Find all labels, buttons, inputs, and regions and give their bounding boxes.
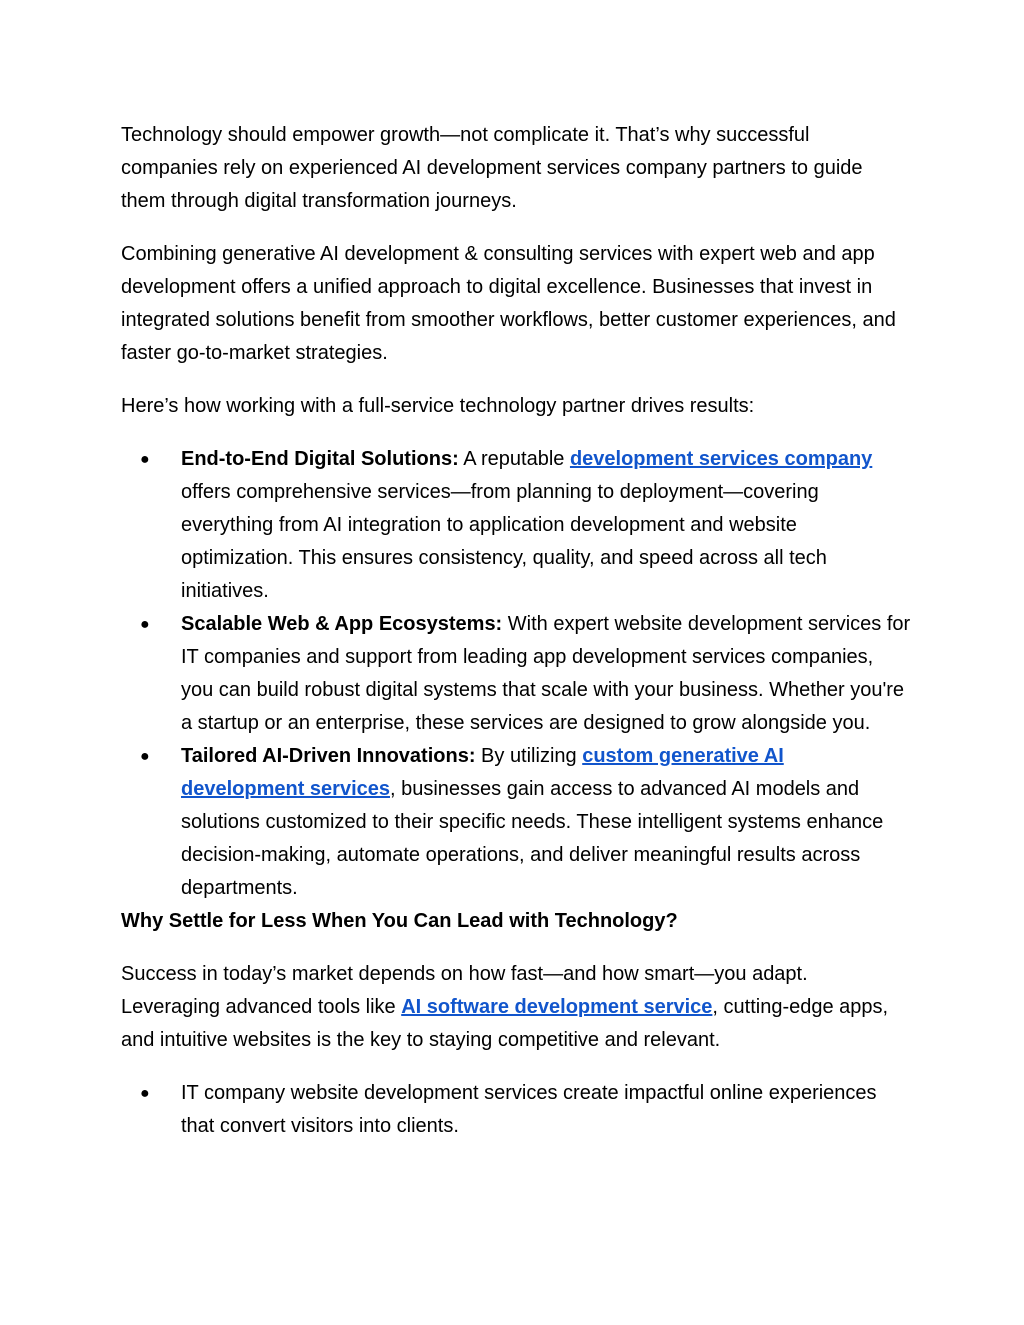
list-item	[121, 1077, 911, 1143]
bullet-icon: ●	[140, 451, 150, 468]
bullet-icon: ●	[140, 1085, 150, 1102]
list-item-title: Scalable Web & App Ecosystems:	[181, 613, 503, 635]
services-list	[121, 1077, 911, 1143]
list-item-text: offers comprehensive services—from planning to deployment—covering everything from AI integration to application development and website optimization. This ensures consistency, quality, and speed across all tech initiatives.	[181, 481, 827, 602]
list-item-text: With expert website development services for IT companies and support from leading app development services companies, you can build robust digital systems that scale with your business. Whether you're a startup or an enterprise, these services are designed to grow alongside you.	[181, 613, 911, 734]
custom-generative-ai-link[interactable]: custom generative AI development services	[181, 745, 784, 800]
list-item	[121, 740, 911, 905]
list-item-text: IT company website development services create impactful online experiences that convert visitors into clients.	[181, 1082, 877, 1137]
intro-paragraph: Technology should empower growth—not complicate it. That’s why successful companies rely on experienced AI development services company partners to guide them through digital transformation journeys.	[121, 124, 863, 212]
list-item-text: A reputable	[458, 448, 570, 470]
section-heading: Why Settle for Less When You Can Lead with Technology?	[121, 910, 678, 932]
success-paragraph	[121, 958, 911, 1057]
bullet-icon: ●	[140, 616, 150, 633]
list-item-text: , businesses gain access to advanced AI models and solutions customized to their specific needs. These intelligent systems enhance decision-making, automate operations, and deliver meaningful results across departments.	[181, 778, 884, 899]
list-item	[121, 608, 911, 740]
paragraph-text: Success in today’s market depends on how fast—and how smart—you adapt. Leveraging advanced tools like	[121, 963, 808, 1018]
bullet-icon: ●	[140, 748, 150, 765]
ai-software-development-link[interactable]: AI software development service	[401, 996, 713, 1018]
benefits-list	[121, 443, 911, 905]
list-item-title: Tailored AI-Driven Innovations:	[181, 745, 476, 767]
paragraph-text: , cutting-edge apps, and intuitive websites is the key to staying competitive and relevant.	[121, 996, 889, 1051]
integration-paragraph: Combining generative AI development & consulting services with expert web and app development offers a unified approach to digital excellence. Businesses that invest in integrated solutions benefit from smoother workflows, better customer experiences, and faster go-to-market strategies.	[121, 243, 896, 364]
results-intro-paragraph: Here’s how working with a full-service technology partner drives results:	[121, 395, 755, 417]
list-item	[121, 443, 911, 608]
list-item-title: End-to-End Digital Solutions:	[181, 448, 459, 470]
document-page	[121, 119, 911, 1143]
list-item-text: By utilizing	[475, 745, 583, 767]
development-services-company-link[interactable]: development services company	[569, 448, 873, 470]
